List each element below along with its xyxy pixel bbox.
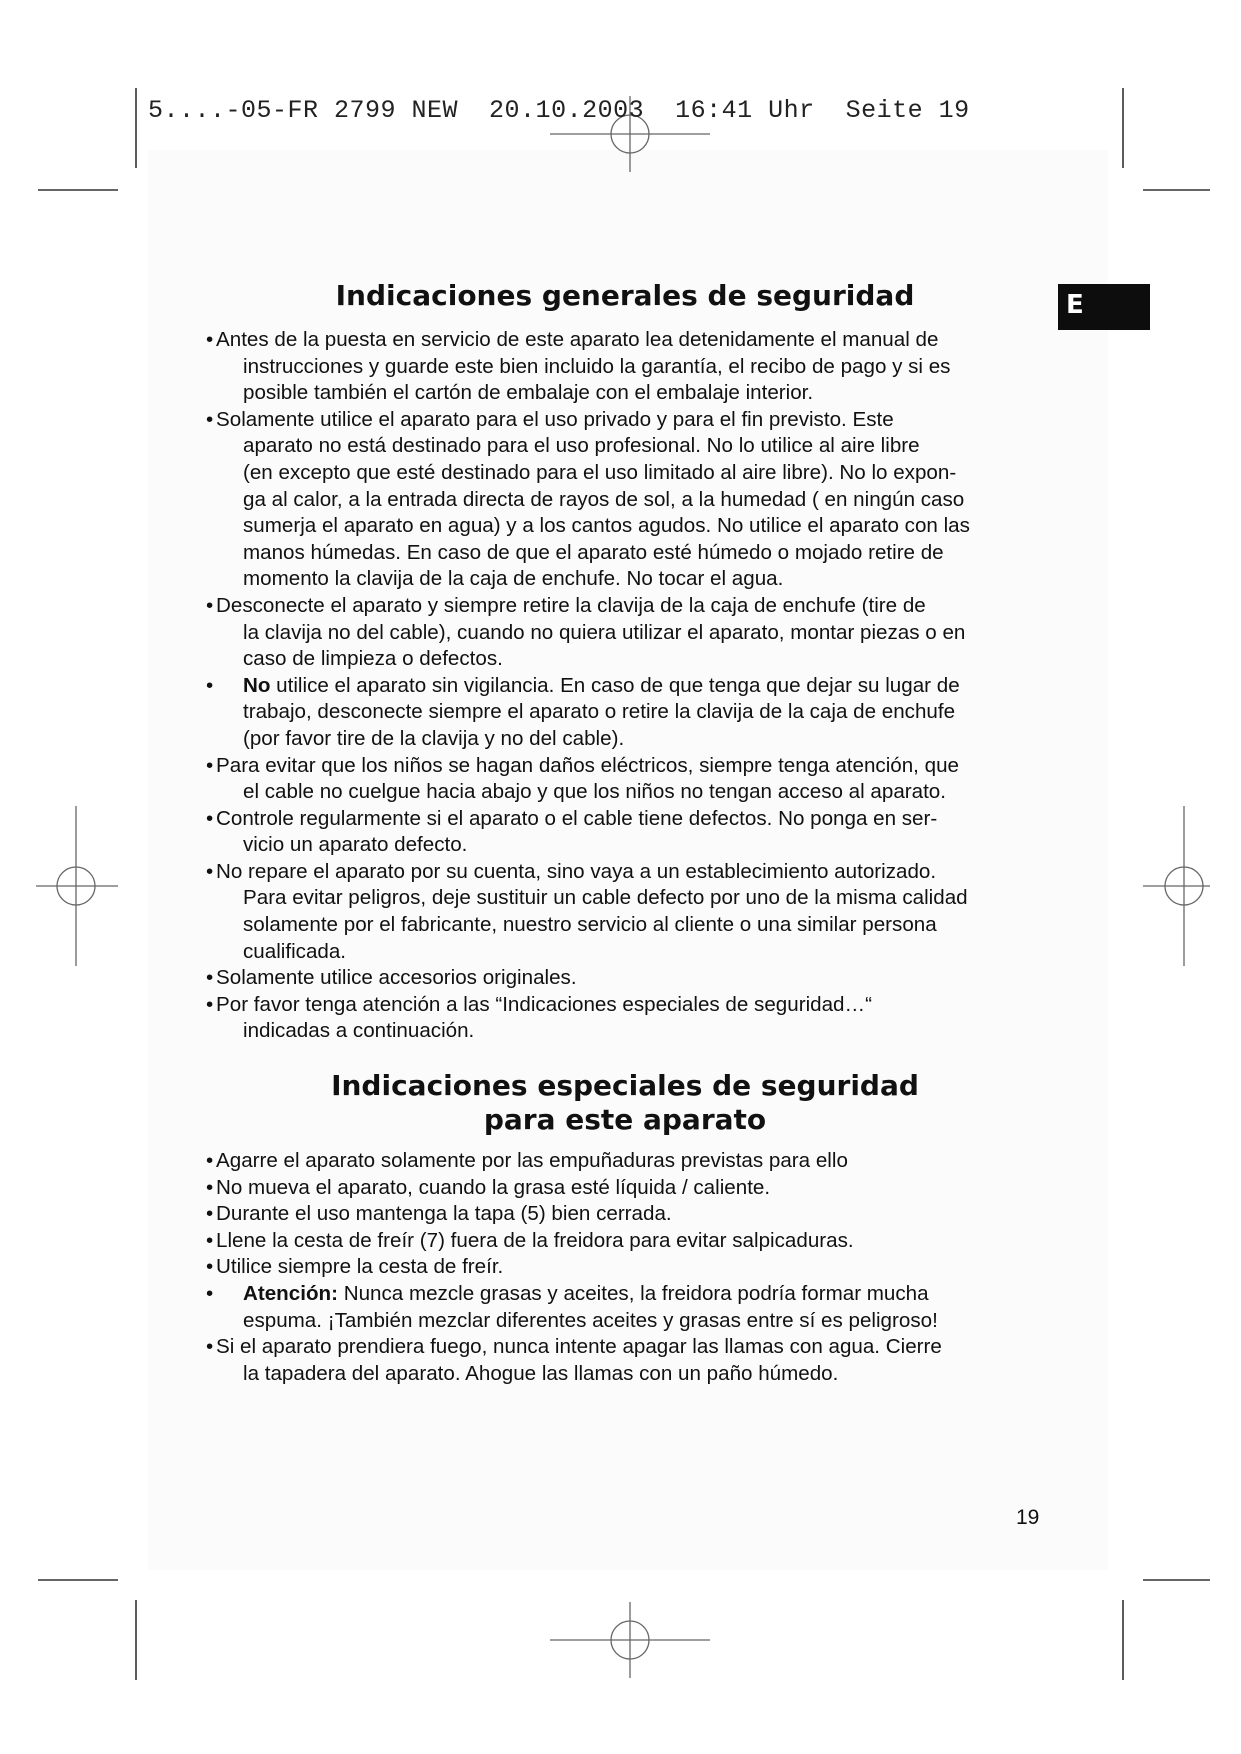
list-item-line: Utilice siempre la cesta de freír. — [216, 1255, 504, 1279]
bullet-icon: • — [206, 1281, 214, 1305]
emphasis-text: Atención: — [243, 1281, 338, 1305]
list-item-line: vicio un aparato defecto. — [243, 833, 468, 857]
list-item-line: No mueva el aparato, cuando la grasa esté líquida / caliente. — [216, 1175, 771, 1199]
list-item-line: aparato no está destinado para el uso profesional. No lo utilice al aire libre — [243, 434, 920, 458]
list-item — [206, 327, 1056, 407]
list-item-line: Desconecte el aparato y siempre retire la clavija de la caja de enchufe (tire de — [216, 593, 926, 617]
list-item-line: la clavija no del cable), cuando no quiera utilizar el aparato, montar piezas o en — [243, 620, 966, 644]
list-item-line: manos húmedas. En caso de que el aparato esté húmedo o mojado retire de — [243, 540, 944, 564]
list-item-line: Para evitar que los niños se hagan daños eléctricos, siempre tenga atención, que — [216, 753, 959, 777]
list-item — [206, 1228, 1056, 1255]
bullet-icon: • — [206, 593, 214, 617]
section-title-special — [205, 1069, 1045, 1137]
list-item-line: cualificada. — [243, 939, 347, 963]
list-item-line: utilice el aparato sin vigilancia. En caso de que tenga que dejar su lugar de — [270, 673, 960, 697]
list-item-line: caso de limpieza o defectos. — [243, 647, 503, 671]
list-item-line: Nunca mezcle grasas y aceites, la freidora podría formar mucha — [337, 1281, 929, 1305]
list-item-line: Solamente utilice el aparato para el uso privado y para el fin previsto. Este — [216, 407, 894, 431]
bullet-icon: • — [206, 753, 214, 777]
list-item-line: No repare el aparato por su cuenta, sino vaya a un establecimiento autorizado. — [216, 859, 937, 883]
list-item-line: Por favor tenga atención a las “Indicaciones especiales de seguridad…“ — [216, 992, 872, 1016]
bullet-icon: • — [206, 1175, 214, 1199]
language-tab-label: E — [1066, 290, 1084, 320]
list-item-line: Llene la cesta de freír (7) fuera de la freidora para evitar salpicaduras. — [216, 1228, 854, 1252]
list-item-line: posible también el cartón de embalaje con el embalaje interior. — [243, 381, 814, 405]
list-item — [206, 673, 1056, 753]
list-item-line: (por favor tire de la clavija y no del cable). — [243, 726, 625, 750]
list-item — [206, 965, 1056, 992]
list-item — [206, 1281, 1056, 1334]
bullet-icon: • — [206, 1255, 214, 1279]
list-item-line: el cable no cuelgue hacia abajo y que los niños no tengan acceso al aparato. — [243, 780, 946, 804]
section-title-general: Indicaciones generales de seguridad — [335, 279, 915, 312]
list-item — [206, 1175, 1056, 1202]
section-title-special-line1: Indicaciones especiales de seguridad — [331, 1069, 919, 1102]
list-item-line: la tapadera del aparato. Ahogue las llamas con un paño húmedo. — [243, 1361, 839, 1385]
list-item-line: (en excepto que esté destinado para el uso limitado al aire libre). No lo expon- — [243, 460, 957, 484]
bullet-icon: • — [206, 1228, 214, 1252]
list-item-line: Para evitar peligros, deje sustituir un cable defecto por uno de la misma calidad — [243, 886, 968, 910]
list-item-line: momento la clavija de la caja de enchufe. No tocar el agua. — [243, 567, 784, 591]
emphasis-text: No — [243, 673, 271, 697]
bullet-icon: • — [206, 966, 214, 990]
page-number: 19 — [1016, 1506, 1040, 1529]
bullet-icon: • — [206, 992, 214, 1016]
bullet-icon: • — [206, 673, 214, 697]
bullet-icon: • — [206, 806, 214, 830]
list-item-line: sumerja el aparato en agua) y a los cantos agudos. No utilice el aparato con las — [243, 514, 970, 538]
list-item-line: Antes de la puesta en servicio de este aparato lea detenidamente el manual de — [216, 328, 939, 351]
list-item — [206, 859, 1056, 965]
bullet-icon: • — [206, 328, 214, 351]
list-item — [206, 1201, 1056, 1228]
bullet-icon: • — [206, 1202, 214, 1226]
bullet-icon: • — [206, 859, 214, 883]
list-item — [206, 593, 1056, 673]
print-slug: 5....-05-FR 2799 NEW 20.10.2003 16:41 Uhr Seite 19 — [148, 96, 970, 125]
list-item-line: espuma. ¡También mezclar diferentes aceites y grasas entre sí es peligroso! — [243, 1308, 938, 1332]
list-item — [206, 806, 1056, 859]
general-safety-list — [206, 327, 1056, 1045]
list-item — [206, 753, 1056, 806]
list-item-line: ga al calor, a la entrada directa de rayos de sol, a la humedad ( en ningún caso — [243, 487, 965, 511]
section-title-special-line2: para este aparato — [483, 1103, 767, 1136]
list-item — [206, 1334, 1056, 1387]
list-item — [206, 407, 1056, 593]
list-item-line: trabajo, desconecte siempre el aparato o retire la clavija de la caja de enchufe — [243, 700, 956, 724]
list-item-line: instrucciones y guarde este bien incluido la garantía, el recibo de pago y si es — [243, 354, 951, 378]
bullet-icon: • — [206, 1149, 214, 1172]
list-item-line: indicadas a continuación. — [243, 1019, 475, 1043]
list-item — [206, 992, 1056, 1045]
list-item-line: Controle regularmente si el aparato o el cable tiene defectos. No ponga en ser- — [216, 806, 938, 830]
list-item-line: Agarre el aparato solamente por las empuñaduras previstas para ello — [216, 1149, 848, 1172]
language-tab — [1058, 284, 1150, 330]
list-item-line: solamente por el fabricante, nuestro servicio al cliente o una similar persona — [243, 913, 937, 937]
bullet-icon: • — [206, 407, 214, 431]
list-item-line: Solamente utilice accesorios originales. — [216, 966, 577, 990]
bullet-icon: • — [206, 1335, 214, 1359]
list-item — [206, 1254, 1056, 1281]
list-item-line: Si el aparato prendiera fuego, nunca intente apagar las llamas con agua. Cierre — [216, 1335, 942, 1359]
list-item — [206, 1148, 1056, 1175]
list-item-line: Durante el uso mantenga la tapa (5) bien cerrada. — [216, 1202, 672, 1226]
special-safety-list — [206, 1148, 1056, 1387]
